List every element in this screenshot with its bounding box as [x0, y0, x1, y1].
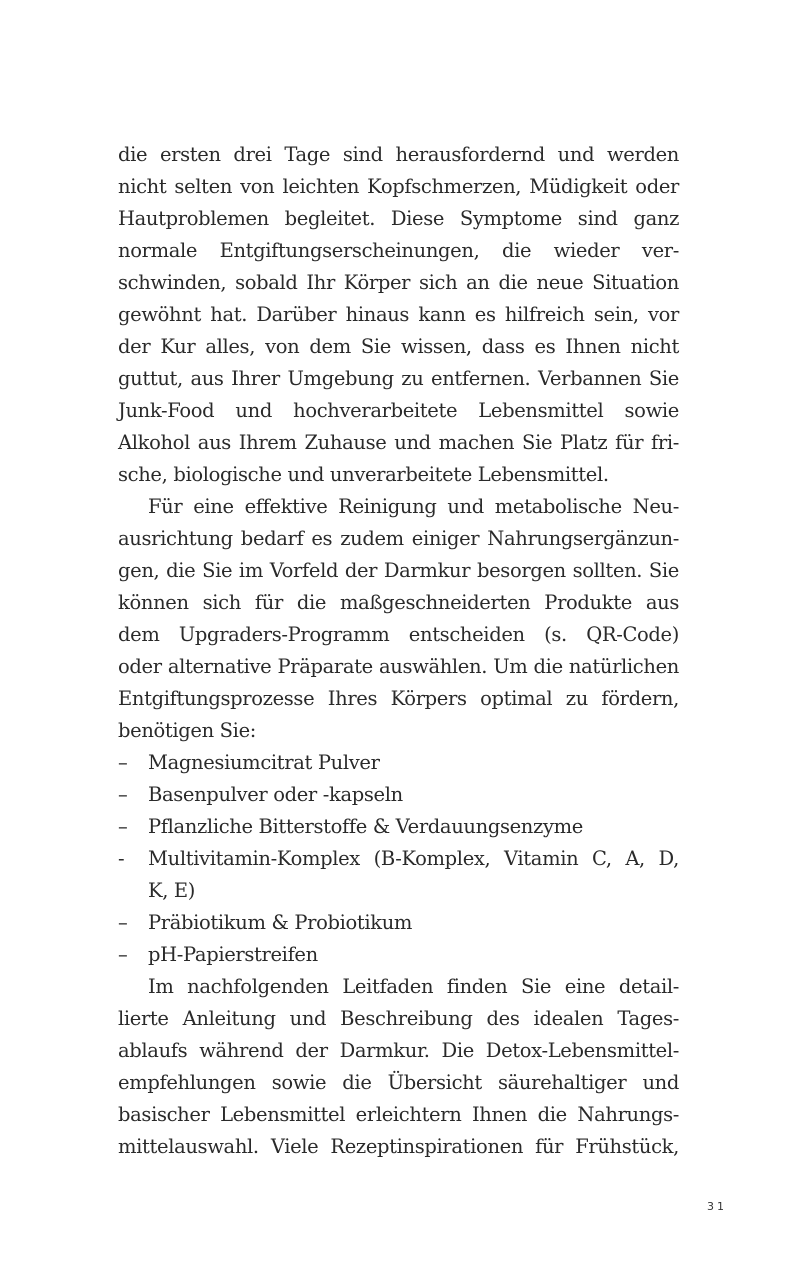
- list-item: [118, 907, 679, 939]
- text-line: gewöhnt hat. Darüber hinaus kann es hilfreich sein, vor: [118, 303, 679, 326]
- text-line: schwinden, sobald Ihr Körper sich an die neue Situation: [118, 271, 679, 294]
- text-line: lierte Anleitung und Beschreibung des idealen Tages-: [118, 1007, 679, 1030]
- list-item: [118, 811, 679, 843]
- list-item-text: Präbiotikum & Probiotikum: [148, 911, 413, 934]
- text-line: guttut, aus Ihrer Umgebung zu entfernen. Verbannen Sie: [118, 367, 679, 390]
- page-number: 31: [707, 1200, 727, 1213]
- list-dash: -: [118, 847, 125, 870]
- text-line: gen, die Sie im Vorfeld der Darmkur besorgen sollten. Sie: [118, 559, 679, 582]
- text-line: der Kur alles, von dem Sie wissen, dass es Ihnen nicht: [118, 335, 679, 358]
- text-line: dem Upgraders-Programm entscheiden (s. QR-Code): [118, 623, 679, 646]
- text-line: empfehlungen sowie die Übersicht säurehaltiger und: [118, 1071, 679, 1094]
- list-item: [118, 939, 679, 971]
- text-line: ausrichtung bedarf es zudem einiger Nahrungsergänzun-: [118, 527, 679, 550]
- text-line: die ersten drei Tage sind herausfordernd und werden: [118, 143, 679, 166]
- text-line: ablaufs während der Darmkur. Die Detox-Lebensmittel-: [118, 1039, 679, 1062]
- list-item-continuation: [118, 875, 679, 907]
- list-item: [118, 843, 679, 875]
- text-line: basischer Lebensmittel erleichtern Ihnen die Nahrungs-: [118, 1103, 679, 1126]
- text-line: benötigen Sie:: [118, 719, 256, 742]
- list-item-text: Magnesiumcitrat Pulver: [148, 751, 380, 774]
- text-line: Hautproblemen begleitet. Diese Symptome sind ganz: [118, 207, 679, 230]
- list-item-text: Basenpulver oder -kapseln: [148, 783, 403, 806]
- text-line: mittelauswahl. Viele Rezeptinspirationen für Frühstück,: [118, 1135, 679, 1158]
- list-item-text: Pflanzliche Bitterstoffe & Verdauungsenzyme: [148, 815, 583, 838]
- paragraph-1: [118, 139, 679, 491]
- list-item: [118, 747, 679, 779]
- text-line: Alkohol aus Ihrem Zuhause und machen Sie Platz für fri-: [118, 431, 679, 454]
- list-dash: –: [118, 783, 128, 806]
- list-item-text: Multivitamin-Komplex (B-Komplex, Vitamin C, A, D,: [148, 847, 679, 870]
- body-text: [118, 139, 679, 1163]
- list-indent: [118, 875, 148, 907]
- paragraph-2: [118, 491, 679, 747]
- list-dash: –: [118, 911, 128, 934]
- text-line: Im nachfolgenden Leitfaden finden Sie eine detail-: [148, 975, 679, 998]
- paragraph-3: [118, 971, 679, 1163]
- list-dash: –: [118, 751, 128, 774]
- text-line: können sich für die maßgeschneiderten Produkte aus: [118, 591, 679, 614]
- list-item-text: K, E): [148, 879, 196, 902]
- text-line: nicht selten von leichten Kopfschmerzen, Müdigkeit oder: [118, 175, 679, 198]
- text-line: normale Entgiftungserscheinungen, die wieder ver-: [118, 239, 679, 262]
- text-line: Entgiftungsprozesse Ihres Körpers optimal zu fördern,: [118, 687, 679, 710]
- list-dash: –: [118, 943, 128, 966]
- list-dash: –: [118, 815, 128, 838]
- text-line: oder alternative Präparate auswählen. Um die natürlichen: [118, 655, 679, 678]
- text-line: sche, biologische und unverarbeitete Lebensmittel.: [118, 463, 609, 486]
- text-line: Junk-Food und hochverarbeitete Lebensmittel sowie: [118, 399, 679, 422]
- supplement-list: [118, 747, 679, 971]
- text-line: Für eine effektive Reinigung und metabolische Neu-: [148, 495, 679, 518]
- list-item-text: pH-Papierstreifen: [148, 943, 318, 966]
- list-item: [118, 779, 679, 811]
